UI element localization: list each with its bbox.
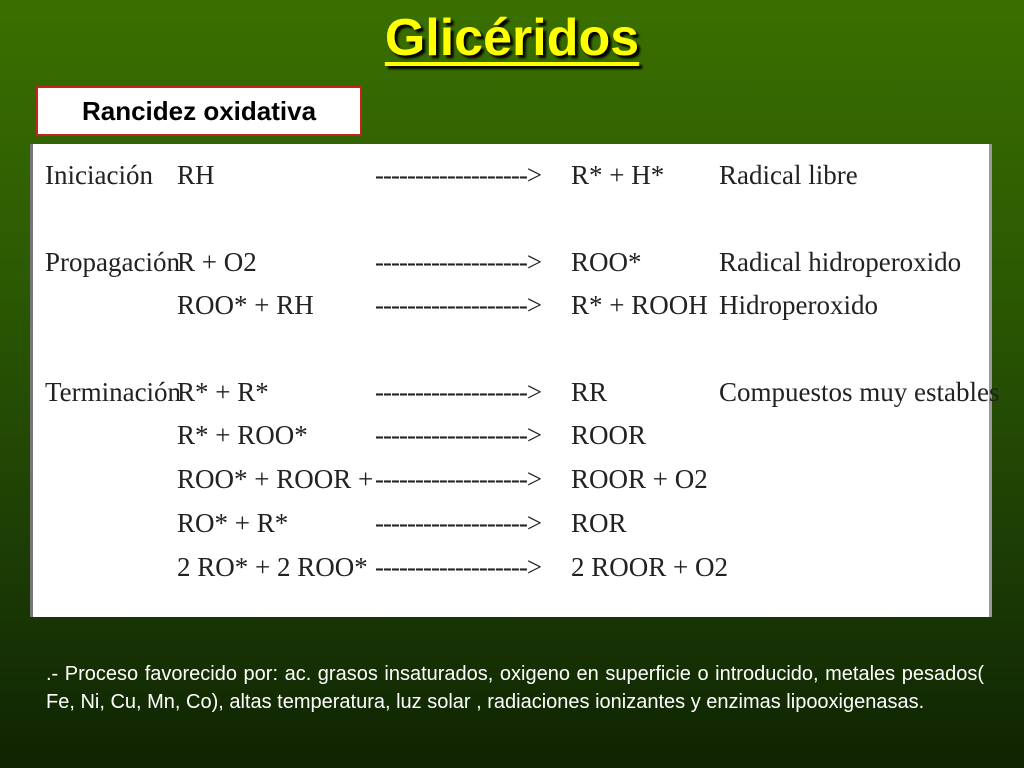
reaction-row — [33, 375, 1000, 409]
reaction-arrow: -------------------> — [375, 420, 542, 450]
subtitle-box — [36, 86, 362, 136]
reaction-row — [33, 462, 989, 496]
reaction-note: Radical hidroperoxido — [719, 247, 962, 277]
reaction-row — [33, 418, 989, 452]
products: ROOR + O2 — [571, 464, 708, 494]
process-description: .- Proceso favorecido por: ac. grasos insaturados, oxigeno en superficie o introducido, metales pesados( Fe, Ni, Cu, Mn, Co), altas temperatura, luz solar , radiaciones ionizantes y enzimas lipooxigenasas. — [46, 663, 984, 713]
reaction-arrow: -------------------> — [375, 247, 542, 277]
stage-label: Terminación — [45, 377, 182, 407]
stage-label: Iniciación — [45, 160, 153, 190]
products: R* + ROOH — [571, 290, 708, 320]
reaction-table — [30, 144, 1000, 617]
reaction-row — [33, 245, 989, 279]
products: 2 ROOR + O2 — [571, 552, 728, 582]
reactants: 2 RO* + 2 ROO* — [177, 552, 368, 582]
reactants: R* + ROO* — [177, 420, 308, 450]
products: RR — [571, 377, 608, 407]
products: ROR — [571, 508, 627, 538]
reaction-arrow: -------------------> — [375, 464, 542, 494]
reactants: R + O2 — [177, 247, 257, 277]
reaction-arrow: -------------------> — [375, 290, 542, 320]
reactants: R* + R* — [177, 377, 269, 407]
reactants: RH — [177, 160, 215, 190]
products: ROO* — [571, 247, 642, 277]
reaction-arrow: -------------------> — [375, 160, 542, 190]
reaction-row — [33, 158, 989, 192]
slide-title: Glicéridos — [384, 9, 640, 67]
reaction-note: Hidroperoxido — [719, 290, 878, 320]
reaction-row — [33, 506, 989, 540]
reactants: ROO* + ROOR + — [177, 464, 374, 494]
stage-label: Propagación — [45, 247, 180, 277]
reaction-note: Compuestos muy estables — [719, 377, 1000, 407]
reaction-note: Radical libre — [719, 160, 858, 190]
reactants: RO* + R* — [177, 508, 289, 538]
reaction-arrow: -------------------> — [375, 377, 542, 407]
reaction-row — [33, 550, 989, 584]
reaction-row — [33, 288, 989, 322]
products: ROOR — [571, 420, 647, 450]
products: R* + H* — [571, 160, 665, 190]
reaction-arrow: -------------------> — [375, 508, 542, 538]
reaction-arrow: -------------------> — [375, 552, 542, 582]
subtitle-text: Rancidez oxidativa — [81, 95, 317, 126]
reactants: ROO* + RH — [177, 290, 314, 320]
